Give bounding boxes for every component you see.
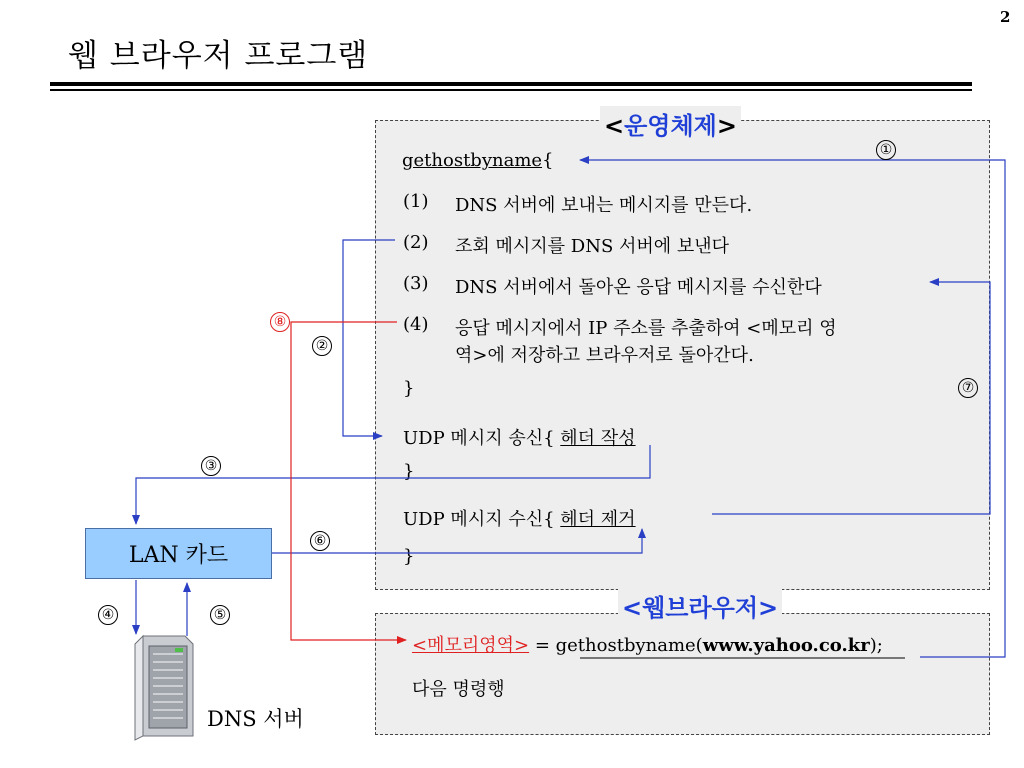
memory-assign-line: <메모리영역> = gethostbyname(www.yahoo.co.kr); [412,635,883,656]
slide-title: 웹 브라우저 프로그램 [68,38,369,74]
browser-box-title: <웹브라우저> [618,588,782,623]
udp-send-close: } [403,461,415,482]
step-marker-8: ⑧ [270,312,290,332]
step-marker-5: ⑤ [210,605,230,625]
step-marker-4: ④ [98,605,118,625]
step-marker-6: ⑥ [310,531,330,551]
os-box-title: <운영체제> [600,106,741,141]
arrow-8 [291,322,406,640]
arrow-2 [343,240,395,436]
page-number: 2 [1000,8,1011,26]
next-command: 다음 명령행 [412,679,505,700]
step-marker-7: ⑦ [958,378,978,398]
step-marker-3: ③ [201,456,221,476]
udp-recv-line: UDP 메시지 수신{ 헤더 제거 [403,509,636,530]
step-marker-2: ② [312,336,332,356]
udp-send-line: UDP 메시지 송신{ 헤더 작성 [403,428,636,449]
dns-server-icon [135,636,193,740]
gethostbyname-header: gethostbyname{ [402,150,554,171]
memory-area-label: <메모리영역> [412,635,530,656]
host-name: www.yahoo.co.kr [702,635,870,656]
arrow-7 [712,282,990,514]
step-marker-1: ① [876,140,896,160]
udp-recv-close: } [403,546,415,567]
function-name: gethostbyname [402,150,543,171]
arrow-1 [580,160,1005,657]
udp-recv-header: 헤더 제거 [560,509,636,530]
udp-send-header: 헤더 작성 [560,428,636,449]
close-brace: } [403,378,415,399]
dns-server-label: DNS 서버 [207,707,304,731]
lan-card: LAN 카드 [85,528,272,579]
